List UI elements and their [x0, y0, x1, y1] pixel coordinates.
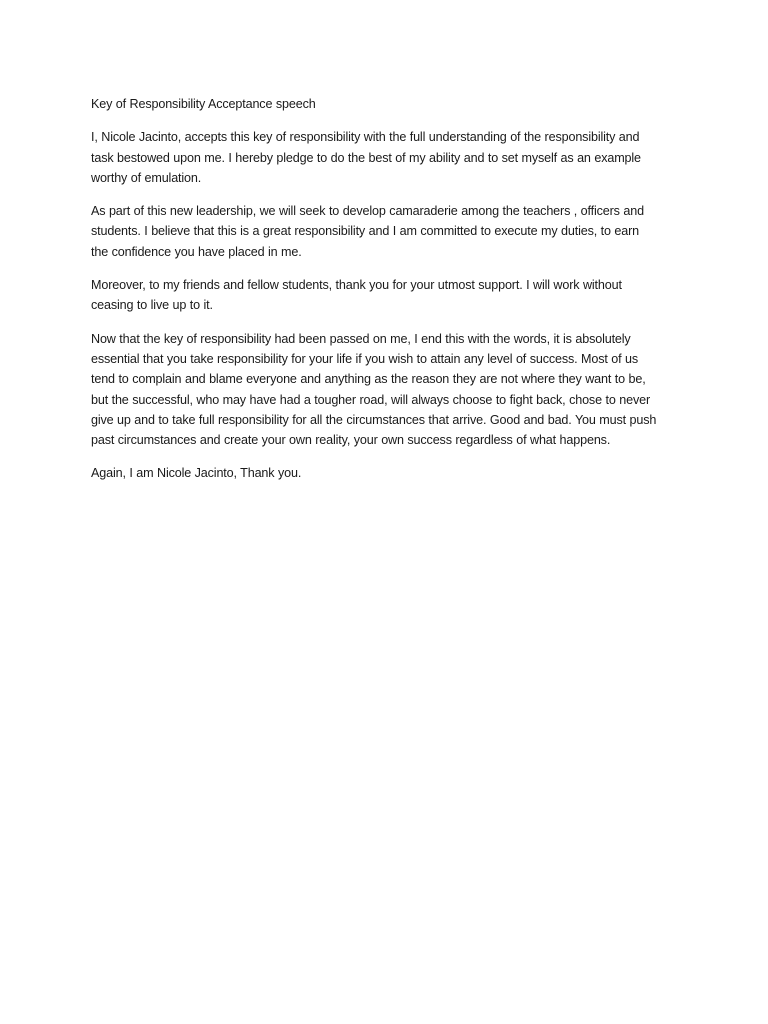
paragraph-thanks: [91, 275, 685, 316]
text-line: essential that you take responsibility for your life if you wish to attain any level of success. Most of us: [91, 351, 639, 366]
text-line: past circumstances and create your own reality, your own success regardless of what happens.: [91, 433, 611, 448]
text-line: Now that the key of responsibility had been passed on me, I end this with the words, it is absolutely: [91, 331, 631, 346]
text-line: tend to complain and blame everyone and anything as the reason they are not where they want to be,: [91, 372, 646, 387]
document-body: [91, 94, 685, 497]
text-line: task bestowed upon me. I hereby pledge to do the best of my ability and to set myself as an example: [91, 150, 641, 165]
document-title: Key of Responsibility Acceptance speech: [91, 97, 316, 111]
text-line: Moreover, to my friends and fellow students, thank you for your utmost support. I will work without: [91, 278, 622, 293]
paragraph-signoff: [91, 463, 685, 483]
text-line: give up and to take full responsibility for all the circumstances that arrive. Good and bad. You must push: [91, 412, 657, 427]
text-line: students. I believe that this is a great responsibility and I am committed to execute my duties, to earn: [91, 224, 640, 239]
paragraph-acceptance: [91, 127, 685, 188]
text-line: ceasing to live up to it.: [91, 298, 213, 313]
paragraph-leadership: [91, 201, 685, 262]
paragraph-closing-words: [91, 329, 685, 451]
text-line: I, Nicole Jacinto, accepts this key of responsibility with the full understanding of the responsibility and: [91, 130, 640, 145]
text-line: Again, I am Nicole Jacinto, Thank you.: [91, 466, 302, 481]
text-line: the confidence you have placed in me.: [91, 244, 302, 259]
text-line: worthy of emulation.: [91, 170, 202, 185]
text-line: As part of this new leadership, we will seek to develop camaraderie among the teachers , officers and: [91, 204, 644, 219]
text-line: but the successful, who may have had a tougher road, will always choose to fight back, chose to never: [91, 392, 650, 407]
